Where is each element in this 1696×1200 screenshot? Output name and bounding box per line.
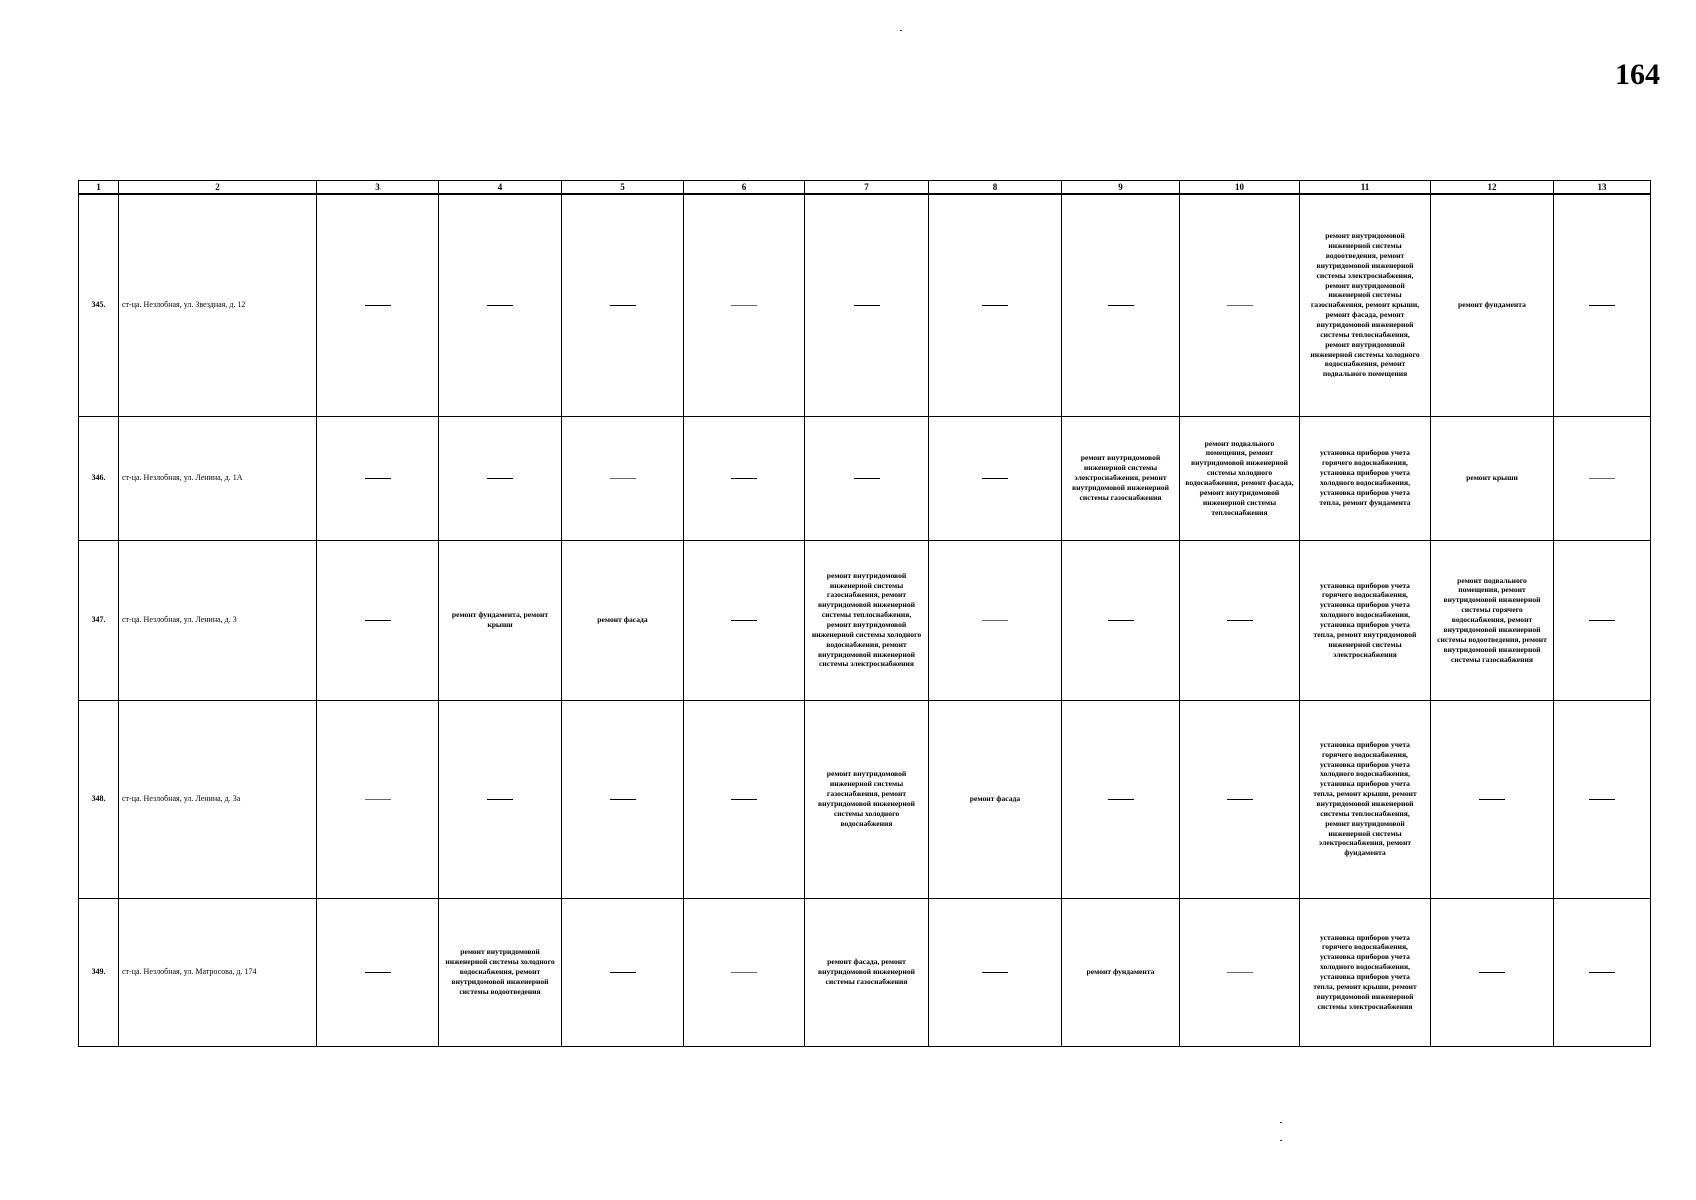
empty-dash-cell	[562, 416, 684, 540]
empty-dash-cell	[1554, 540, 1651, 700]
dash-mark	[365, 478, 391, 479]
empty-dash-cell	[317, 540, 439, 700]
scan-speck	[1280, 1122, 1282, 1123]
dash-mark	[1479, 972, 1505, 973]
dash-mark	[1108, 620, 1134, 621]
empty-dash-cell	[1180, 194, 1300, 416]
dash-mark	[1108, 799, 1134, 800]
dash-mark	[487, 799, 513, 800]
work-description-cell	[1180, 416, 1300, 540]
empty-dash-cell	[1431, 898, 1554, 1046]
dash-mark	[610, 799, 636, 800]
dash-mark	[1589, 478, 1615, 479]
dash-mark	[1227, 620, 1253, 621]
page-number: 164	[1615, 58, 1660, 91]
column-header-1: 1	[79, 181, 119, 195]
empty-dash-cell	[684, 540, 805, 700]
empty-dash-cell	[929, 540, 1062, 700]
column-header-2: 2	[119, 181, 317, 195]
empty-dash-cell	[684, 898, 805, 1046]
empty-dash-cell	[317, 194, 439, 416]
column-header-3: 3	[317, 181, 439, 195]
dash-mark	[365, 305, 391, 306]
work-description-text: ремонт внутридомовой инженерной системы газоснабжения, ремонт внутридомовой инженерной системы теплоснабжения, ремонт внутридомовой инженерной системы холодного водоснабжения, ремонт внутридомовой инженерной системы электроснабжения	[811, 570, 922, 669]
address-cell: ст-ца. Незлобная, ул. Звездная, д. 12	[119, 194, 317, 416]
column-header-7: 7	[805, 181, 929, 195]
work-description-text: установка приборов учета горячего водоснабжения, установка приборов учета холодного водоснабжения, установка приборов учета тепла, ремонт крыши, ремонт внутридомовой инженерной системы теплоснабжения, ремонт внутридомовой инженерной системы электроснабжения, ремонт фундамента	[1313, 739, 1417, 858]
empty-dash-cell	[1554, 416, 1651, 540]
dash-mark	[854, 478, 880, 479]
column-header-8: 8	[929, 181, 1062, 195]
work-description-text: ремонт внутридомовой инженерной системы газоснабжения, ремонт внутридомовой инженерной системы холодного водоснабжения	[817, 769, 916, 828]
work-description-text: ремонт подвального помещения, ремонт внутридомовой инженерной системы холодного водоснабжения, ремонт фасада, ремонт внутридомовой инженерной системы теплоснабжения	[1185, 438, 1294, 517]
row-number: 347.	[79, 540, 119, 700]
row-number: 345.	[79, 194, 119, 416]
empty-dash-cell	[805, 194, 929, 416]
dash-mark	[982, 305, 1008, 306]
dash-mark	[1589, 799, 1615, 800]
work-description-text: установка приборов учета горячего водоснабжения, установка приборов учета холодного водоснабжения, установка приборов учета тепла, ремонт внутридомовой инженерной системы электроснабжения	[1313, 580, 1417, 659]
dash-mark	[610, 972, 636, 973]
empty-dash-cell	[1554, 194, 1651, 416]
work-description-text: ремонт внутридомовой инженерной системы водоотведения, ремонт внутридомовой инженерной системы электроснабжения, ремонт внутридомовой инженерной системы газоснабжения, ремонт крыши, ремонт фасада, ремонт внутридомовой инженерной системы теплоснабжения, ремонт внутридомовой инженерной системы холодного водоснабжения, ремонт подвального помещения	[1310, 231, 1420, 379]
column-header-5: 5	[562, 181, 684, 195]
row-number: 349.	[79, 898, 119, 1046]
work-description-cell	[1300, 898, 1431, 1046]
empty-dash-cell	[929, 194, 1062, 416]
work-description-cell	[805, 700, 929, 898]
dash-mark	[365, 799, 391, 800]
empty-dash-cell	[317, 898, 439, 1046]
empty-dash-cell	[684, 700, 805, 898]
work-description-text: установка приборов учета горячего водоснабжения, установка приборов учета холодного водоснабжения, установка приборов учета тепла, ремонт фундамента	[1319, 448, 1411, 507]
work-description-text: ремонт фасада	[969, 794, 1021, 804]
header-row	[79, 181, 1651, 195]
work-description-cell	[1062, 898, 1180, 1046]
work-description-cell	[805, 898, 929, 1046]
work-description-text: ремонт фасада	[597, 615, 648, 625]
row-number: 346.	[79, 416, 119, 540]
repair-schedule-table	[78, 180, 1651, 1047]
dash-mark	[1479, 799, 1505, 800]
dash-mark	[365, 620, 391, 621]
empty-dash-cell	[317, 416, 439, 540]
work-description-cell	[562, 540, 684, 700]
empty-dash-cell	[439, 416, 562, 540]
empty-dash-cell	[1180, 700, 1300, 898]
column-header-12: 12	[1431, 181, 1554, 195]
address-cell: ст-ца. Незлобная, ул. Матросова, д. 174	[119, 898, 317, 1046]
dash-mark	[731, 620, 757, 621]
work-description-cell	[1062, 416, 1180, 540]
work-description-cell	[805, 540, 929, 700]
column-header-4: 4	[439, 181, 562, 195]
empty-dash-cell	[439, 700, 562, 898]
address-cell: ст-ца. Незлобная, ул. Ленина, д. 1А	[119, 416, 317, 540]
empty-dash-cell	[562, 898, 684, 1046]
dash-mark	[731, 972, 757, 973]
empty-dash-cell	[1062, 540, 1180, 700]
dash-mark	[1589, 620, 1615, 621]
scan-speck	[1280, 1140, 1282, 1141]
dash-mark	[731, 305, 757, 306]
table-row	[79, 700, 1651, 898]
table-body	[79, 194, 1651, 1046]
work-description-text: установка приборов учета горячего водоснабжения, установка приборов учета холодного водоснабжения, установка приборов учета тепла, ремонт крыши, ремонт внутридомовой инженерной системы электроснабжения	[1313, 932, 1417, 1011]
work-description-cell	[439, 898, 562, 1046]
dash-mark	[1108, 305, 1134, 306]
empty-dash-cell	[1180, 540, 1300, 700]
empty-dash-cell	[684, 194, 805, 416]
table-row	[79, 194, 1651, 416]
work-description-cell	[929, 700, 1062, 898]
empty-dash-cell	[562, 700, 684, 898]
dash-mark	[731, 799, 757, 800]
scan-speck	[900, 30, 902, 31]
work-description-cell	[1300, 540, 1431, 700]
empty-dash-cell	[1554, 700, 1651, 898]
address-cell: ст-ца. Незлобная, ул. Ленина, д. 3	[119, 540, 317, 700]
work-description-text: ремонт подвального помещения, ремонт внутридомовой инженерной системы горячего водоснабжения, ремонт внутридомовой инженерной системы водоотведения, ремонт внутридомовой инженерной системы газоснабжения	[1437, 575, 1547, 664]
dash-mark	[1589, 305, 1615, 306]
column-header-10: 10	[1180, 181, 1300, 195]
dash-mark	[982, 478, 1008, 479]
column-header-9: 9	[1062, 181, 1180, 195]
dash-mark	[982, 972, 1008, 973]
address-cell: ст-ца. Незлобная, ул. Ленина, д. 3а	[119, 700, 317, 898]
work-description-text: ремонт фундамента, ремонт крыши	[451, 610, 549, 629]
work-description-cell	[1300, 700, 1431, 898]
work-description-text: ремонт крыши	[1466, 473, 1518, 483]
column-header-11: 11	[1300, 181, 1431, 195]
work-description-text: ремонт фасада, ремонт внутридомовой инженерной системы газоснабжения	[817, 957, 916, 986]
row-number: 348.	[79, 700, 119, 898]
empty-dash-cell	[1554, 898, 1651, 1046]
dash-mark	[487, 478, 513, 479]
work-description-text: ремонт фундамента	[1086, 967, 1155, 977]
work-description-cell	[1431, 540, 1554, 700]
column-header-6: 6	[684, 181, 805, 195]
empty-dash-cell	[1431, 700, 1554, 898]
column-header-13: 13	[1554, 181, 1651, 195]
dash-mark	[487, 305, 513, 306]
dash-mark	[365, 972, 391, 973]
work-description-cell	[1431, 416, 1554, 540]
empty-dash-cell	[317, 700, 439, 898]
work-description-text: ремонт внутридомовой инженерной системы электроснабжения, ремонт внутридомовой инженерной системы газоснабжения	[1071, 453, 1170, 502]
empty-dash-cell	[929, 898, 1062, 1046]
empty-dash-cell	[562, 194, 684, 416]
dash-mark	[610, 305, 636, 306]
work-description-cell	[439, 540, 562, 700]
dash-mark	[731, 478, 757, 479]
dash-mark	[982, 620, 1008, 621]
dash-mark	[610, 478, 636, 479]
work-description-text: ремонт внутридомовой инженерной системы холодного водоснабжения, ремонт внутридомовой инженерной системы водоотведения	[445, 947, 555, 996]
empty-dash-cell	[684, 416, 805, 540]
dash-mark	[854, 305, 880, 306]
table-row	[79, 898, 1651, 1046]
empty-dash-cell	[929, 416, 1062, 540]
dash-mark	[1227, 305, 1253, 306]
table-row	[79, 416, 1651, 540]
empty-dash-cell	[1062, 194, 1180, 416]
empty-dash-cell	[1062, 700, 1180, 898]
empty-dash-cell	[439, 194, 562, 416]
dash-mark	[1589, 972, 1615, 973]
work-description-text: ремонт фундамента	[1458, 300, 1526, 310]
empty-dash-cell	[805, 416, 929, 540]
dash-mark	[1227, 799, 1253, 800]
empty-dash-cell	[1180, 898, 1300, 1046]
work-description-cell	[1431, 194, 1554, 416]
table-row	[79, 540, 1651, 700]
dash-mark	[1227, 972, 1253, 973]
work-description-cell	[1300, 194, 1431, 416]
work-description-cell	[1300, 416, 1431, 540]
